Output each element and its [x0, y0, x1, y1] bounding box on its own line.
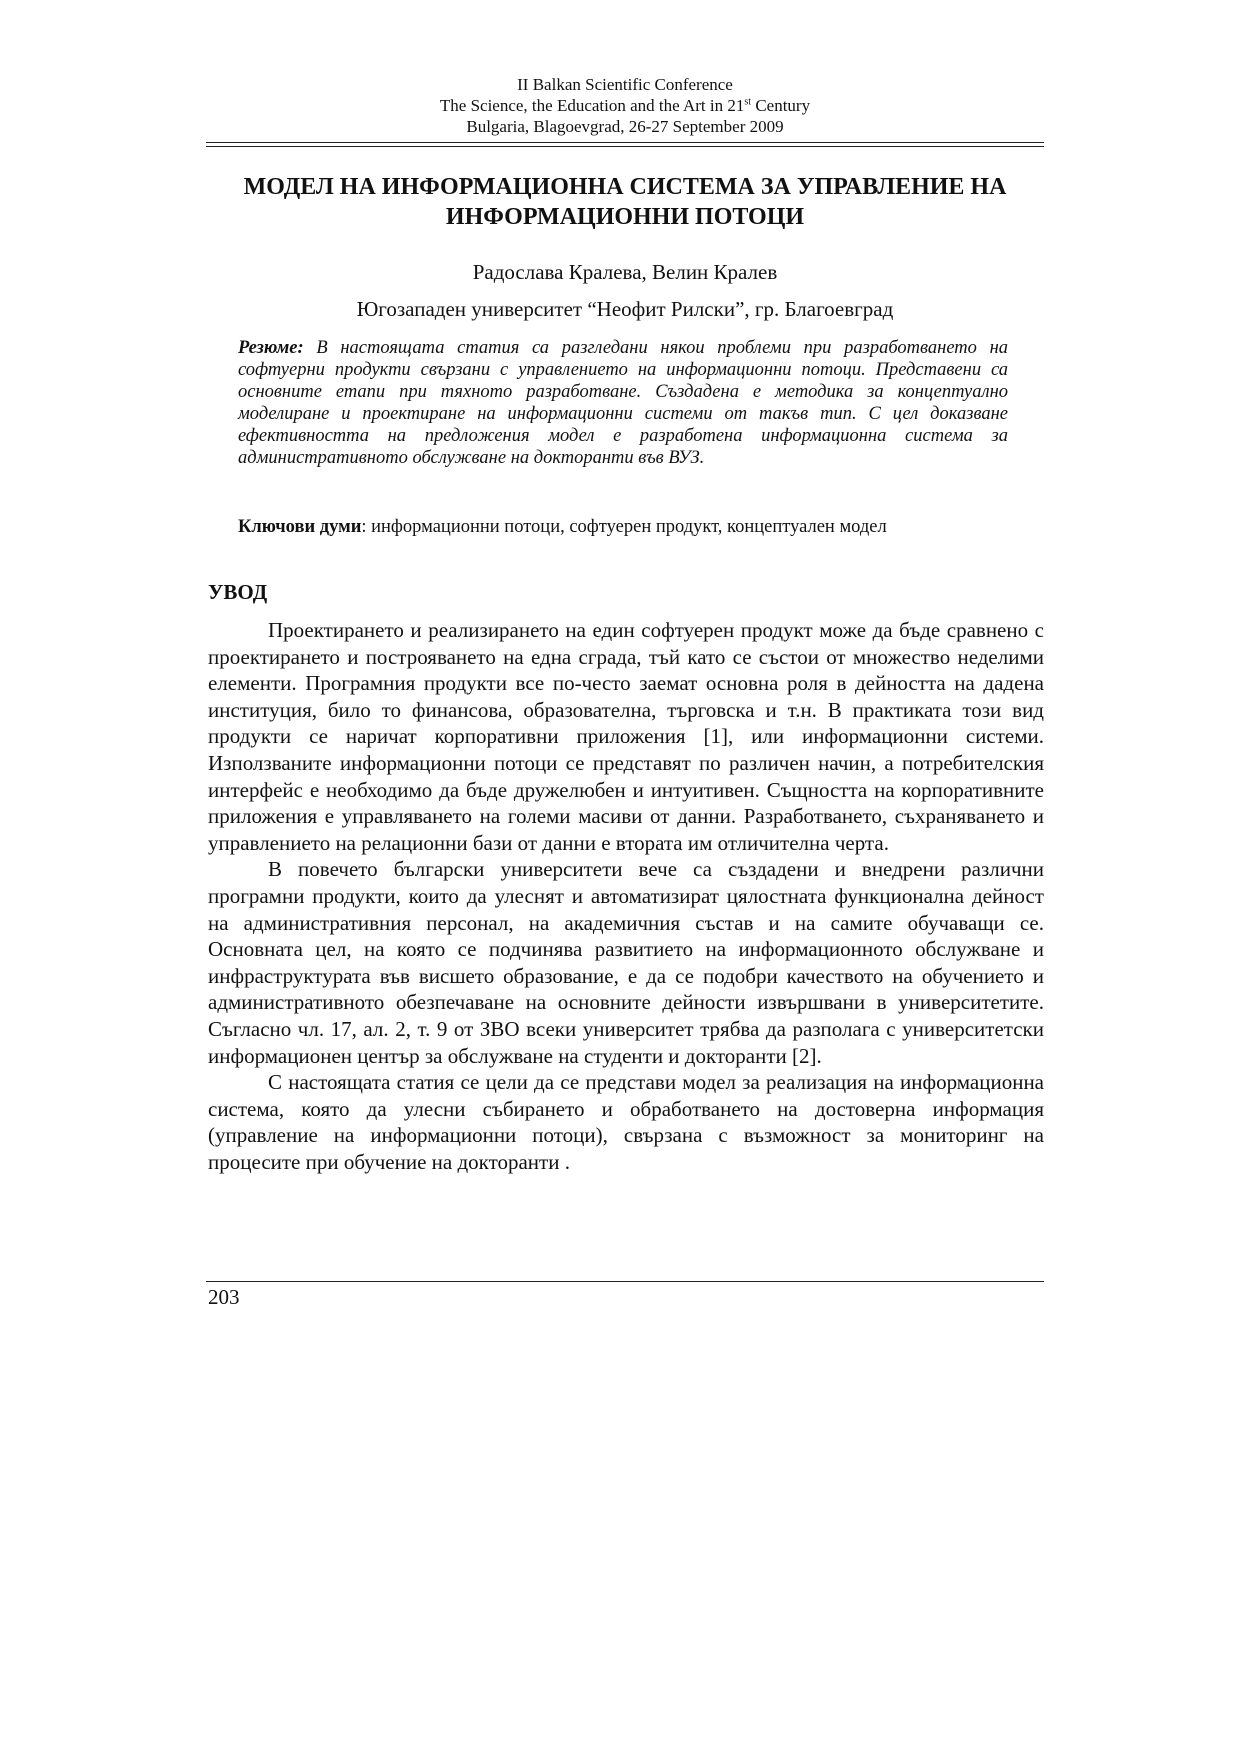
paragraph: Проектирането и реализирането на един софтуерен продукт може да бъде сравнено с проектирането и построяването на една сграда, тъй като се състои от множество неделими елементи. Програмния продукти все по-често заемат основна роля в дейността на дадена институция, било то финансова, образователна, търговска и т.н. В практиката този вид продукти се наричат корпоративни приложения [1], или информационни системи. Използваните информационни потоци се представят по различен начин, а потребителския интерфейс е необходимо да бъде дружелюбен и интуитивен. Същността на корпоративните приложения е управляването на големи масиви от данни. Разработването, съхраняването и управлението на релационни бази от данни е втората им отличителна черта. [208, 618, 1044, 855]
abstract [238, 337, 1008, 469]
keywords-text: : информационни потоци, софтуерен продукт, концептуален модел [361, 517, 887, 537]
paragraph: С настоящата статия се цели да се представи модел за реализация на информационна система, която да улесни събирането и обработването на достоверна информация (управление на информационни потоци), свързана с възможност за мониторинг на процесите при обучение на докторанти . [208, 1070, 1044, 1174]
footer-rule [206, 1281, 1044, 1282]
header-theme-text: The Science, the Education and the Art in 21 [439, 96, 745, 115]
keywords [238, 516, 1038, 538]
header-rule [206, 142, 1044, 143]
body-text [208, 617, 1044, 1175]
header-rule-second [206, 146, 1044, 147]
paper-title [206, 172, 1044, 232]
paper-title-line2: ИНФОРМАЦИОННИ ПОТОЦИ [445, 204, 805, 230]
abstract-text: В настоящата статия са разгледани някои проблеми при разработването на софтуерни продукти свързани с управлението на информационни потоци. Представени са основните етапи при тяхното разработване. Създадена е методика за концептуално моделиране и проектиране на информационни системи от такъв тип. С цел доказване ефективността на предложения модел е разработена информационна система за административното обслужване на докторанти във ВУЗ. [238, 338, 1008, 468]
paper-title-line1: МОДЕЛ НА ИНФОРМАЦИОННА СИСТЕМА ЗА УПРАВЛЕНИЕ НА [243, 174, 1007, 200]
section-heading: УВОД [208, 580, 268, 604]
paragraph: В повечето български университети вече са създадени и внедрени различни програмни продукти, които да улеснят и автоматизират цялостната функционална дейност на административния персонал, на академичния състав и на самите обучаващи се. Основната цел, на която се подчинява развитието на информационното обслужване и инфраструктурата във висшето образование, е да се подобри качеството на обучението и административното обезпечаване на основните дейности извършвани в университетите. Съгласно чл. 17, ал. 2, т. 9 от ЗВО всеки университет трябва да разполага с университетски информационен център за обслужване на студенти и докторанти [2]. [208, 857, 1044, 1068]
header-theme [206, 95, 1044, 116]
header-location: Bulgaria, Blagoevgrad, 26-27 September 2009 [466, 117, 784, 136]
keywords-label: Ключови думи [238, 517, 362, 537]
authors: Радослава Кралева, Велин Кралев [472, 260, 778, 284]
header-theme-text-end: Century [751, 96, 811, 115]
page-number: 203 [208, 1285, 240, 1309]
running-header [206, 74, 1044, 137]
header-theme-sup: st [744, 96, 752, 108]
header-conference: II Balkan Scientific Conference [517, 75, 733, 94]
affiliation: Югозападен университет “Неофит Рилски”, гр. Благоевград [356, 297, 894, 321]
abstract-label: Резюме: [238, 338, 304, 358]
